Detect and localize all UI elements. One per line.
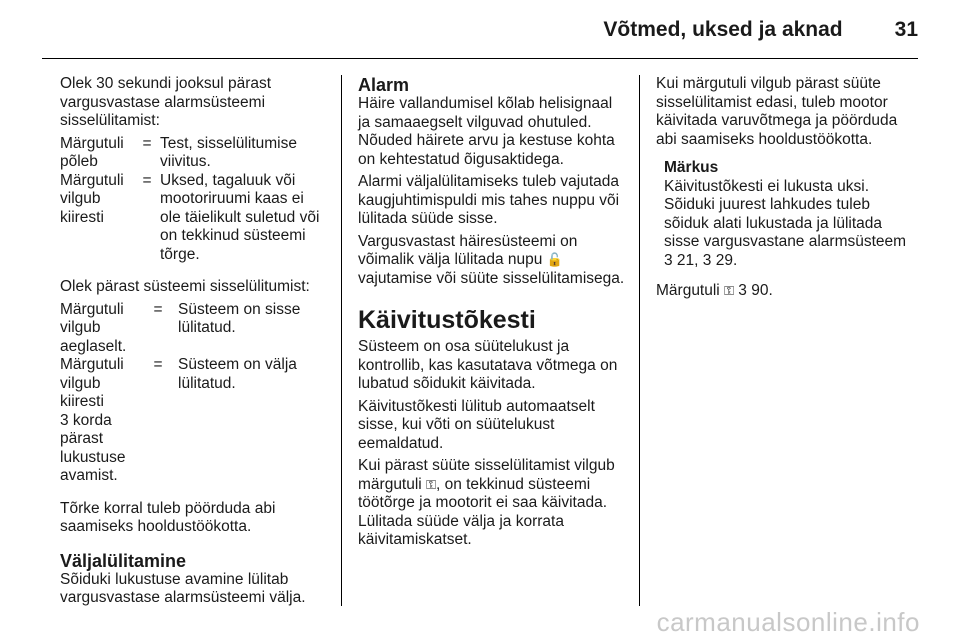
paragraph: Häire vallandumisel kõlab helisignaal ja samaaegselt vilguvad ohutuled. Nõuded häirete arvu ja kestuse kohta on kehtestatud õigusaktidega. xyxy=(358,95,615,168)
column-left xyxy=(60,75,328,612)
status-table-1 xyxy=(60,135,328,265)
table-cell-label: Märgutuli vilgub aeglaselt. xyxy=(60,300,127,355)
table-cell-desc: Uksed, tagaluuk või mootoriruumi kaas ei ole täielikult suletud või on tekkinud süsteemi tõrge. xyxy=(160,171,320,263)
section-heading: Alarm xyxy=(358,75,410,95)
table-cell-eq: = xyxy=(153,300,163,318)
paragraph xyxy=(656,282,918,301)
text-run: Vargusvastast häiresüsteemi on võimalik välja lülitada nupu xyxy=(358,232,578,268)
table-cell-eq: = xyxy=(142,171,152,189)
status-table-2 xyxy=(60,301,328,486)
table-cell-eq: = xyxy=(142,134,152,152)
paragraph: Olek pärast süsteemi sisselülitumist: xyxy=(60,278,310,295)
text-run: , on tekkinud süsteemi töötõrge ja mootorit ei saa käivitada. Lülitada süüde välja ja korrata käivitamiskatset. xyxy=(358,475,607,548)
paragraph: Käivitustõkesti lülitub automaatselt sisse, kui võti on süütelukust eemaldatud. xyxy=(358,397,595,452)
table-cell-eq: = xyxy=(153,356,163,373)
table-cell-label: Märgutuli vilgub kiiresti 3 korda pärast lukustuse avamist. xyxy=(60,356,126,484)
note-title: Märkus xyxy=(664,159,719,176)
header-rule xyxy=(42,58,918,59)
column-divider xyxy=(341,75,342,606)
page-title: Võtmed, uksed ja aknad xyxy=(603,18,843,41)
paragraph: Alarmi väljalülitamiseks tuleb vajutada kaugjuhtimispuldi mis tahes nuppu või lülitada süüde sisse. xyxy=(358,173,620,227)
text-run: Kui pärast süüte sisselülitamist vilgub märgutuli xyxy=(358,457,615,493)
table-cell-desc: Süsteem on sisse lülitatud. xyxy=(178,300,301,336)
text-run: vajutamise või süüte sisselülitamisega. xyxy=(358,269,625,287)
table-cell-desc: Süsteem on välja lülitatud. xyxy=(178,356,297,392)
lock-button-icon: 🔓 xyxy=(546,252,563,267)
table-cell-desc: Test, sisselülitumise viivitus. xyxy=(160,134,297,170)
page-number: 31 xyxy=(894,18,918,41)
section-heading: Käivitustõkesti xyxy=(358,306,536,334)
watermark: carmanualsonline.info xyxy=(656,607,920,637)
table-cell-label: Märgutuli vilgub kiiresti xyxy=(60,171,124,226)
paragraph xyxy=(358,233,626,289)
table-cell-label: Märgutuli põleb xyxy=(60,134,124,170)
page-reference[interactable]: 3 21, 3 29. xyxy=(664,251,738,269)
column-right xyxy=(656,75,918,305)
section-heading: Väljalülitamine xyxy=(60,550,187,571)
paragraph xyxy=(358,457,626,550)
note-text xyxy=(664,178,918,271)
note-box xyxy=(664,159,918,270)
car-key-icon: ⚿ xyxy=(724,283,734,298)
paragraph: Olek 30 sekundi jooksul pärast vargusvastase alarmsüsteemi sisselülitamist: xyxy=(60,75,272,129)
paragraph: Süsteem on osa süütelukust ja kontrollib, kas kasutatava võtmega on lubatud sõidukit käivitada. xyxy=(358,338,618,392)
car-key-icon: ⚿ xyxy=(426,476,436,492)
column-middle xyxy=(358,75,626,554)
paragraph: Kui märgutuli vilgub pärast süüte sisselülitamist edasi, tuleb mootor käivitada varuvõtmega ja pöörduda abi saamiseks hooldustöökotta. xyxy=(656,75,898,148)
paragraph: Tõrke korral tuleb pöörduda abi saamiseks hooldustöökotta. xyxy=(60,499,276,535)
text-run: Käivitustõkesti ei lukusta uksi. Sõiduki juurest lahkudes tuleb sõiduk alati lukustada ja lülitada sisse vargusvastane alarmsüsteem xyxy=(664,177,907,250)
page-header xyxy=(603,18,918,42)
text-run: Märgutuli xyxy=(656,282,725,299)
paragraph: Sõiduki lukustuse avamine lülitab vargusvastase alarmsüsteemi välja. xyxy=(60,570,306,606)
column-divider xyxy=(639,75,640,606)
page-reference[interactable]: 3 90. xyxy=(733,282,773,299)
